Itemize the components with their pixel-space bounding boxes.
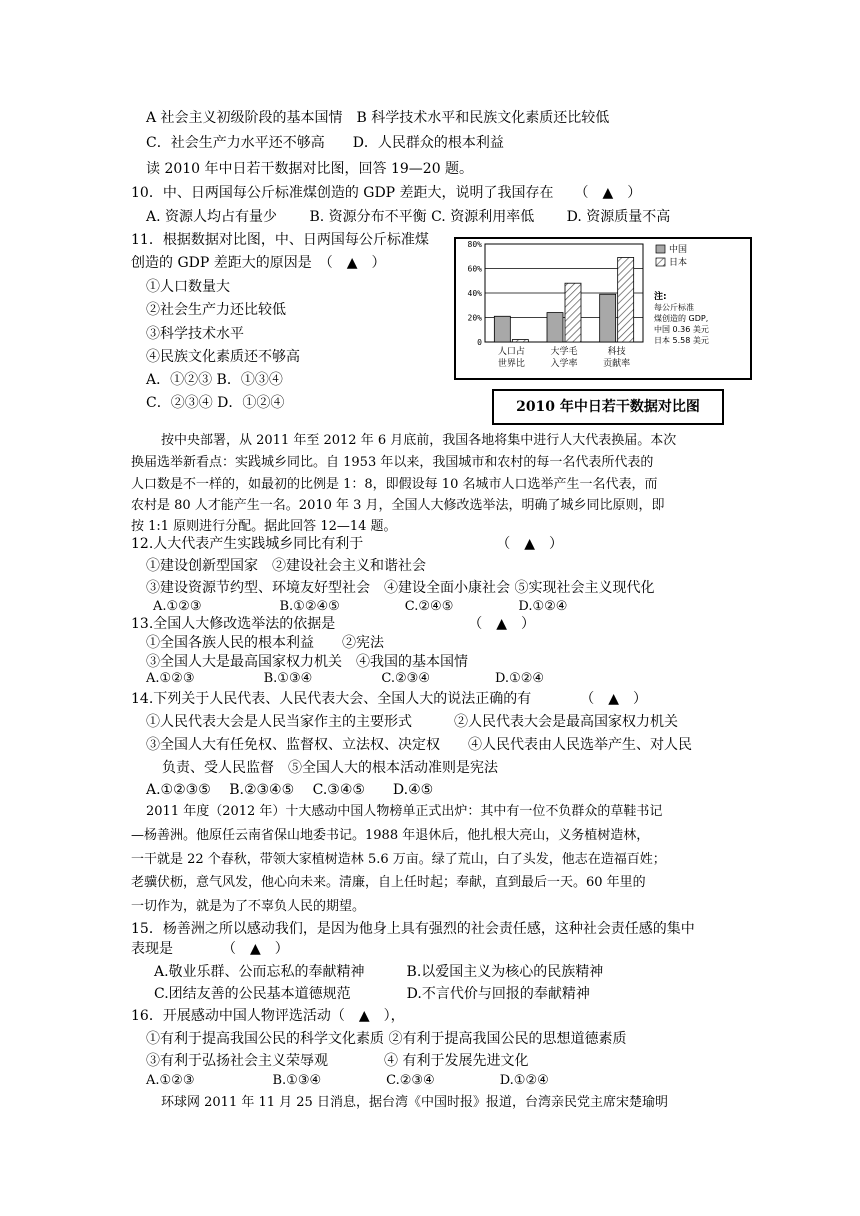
question-14-items-a: ①人民代表大会是人民当家作主的主要形式 ②人民代表大会是最高国家权力机关 xyxy=(146,714,678,730)
question-15-line2: 表现是 （ ▲ ） xyxy=(131,941,289,957)
passage-2-line5: 一切作为，就是为了不辜负人民的期望。 xyxy=(131,899,366,914)
passage-2-line4: 老骥伏枥，意气风发，他心向未来。清廉，自上任时起；奉献，直到最后一天。60 年里的 xyxy=(131,875,646,890)
question-12: 12.人大代表产生实践城乡同比有利于 （ ▲ ） xyxy=(131,536,564,552)
chart-caption: 2010 年中日若干数据对比图 xyxy=(492,389,724,425)
option-line-c-d: C．社会生产力水平还不够高 D．人民群众的根本利益 xyxy=(146,135,504,151)
chart-frame xyxy=(454,237,752,380)
question-16-items-b: ③有利于弘扬社会主义荣辱观 ④ 有利于发展先进文化 xyxy=(146,1053,529,1069)
legend-label: 日本 xyxy=(669,258,688,268)
question-11-item4: ④民族文化素质还不够高 xyxy=(146,349,300,365)
passage-3-line1: 环球网 2011 年 11 月 25 日消息，据台湾《中国时报》报道，台湾亲民党主席宋楚瑜明 xyxy=(161,1095,668,1110)
question-11-item2: ②社会生产力还比较低 xyxy=(146,302,286,318)
question-11-line2: 创造的 GDP 差距大的原因是 （ ▲ ） xyxy=(131,255,386,271)
question-15-options-ab: A.敬业乐群、公而忘私的奉献精神 B.以爱国主义为核心的民族精神 xyxy=(154,964,604,980)
passage-1-line2: 换届选举新看点：实践城乡同比。自 1953 年以来，我国城市和农村的每一名代表所代表的 xyxy=(131,455,654,470)
bar-china xyxy=(600,294,616,342)
passage-1-line4: 农村是 80 人才能产生一名。2010 年 3 月，全国人大修改选举法，明确了城乡同比原则，即 xyxy=(131,498,665,513)
y-tick-label: 0 xyxy=(477,338,482,347)
question-14-items-c: 负责、受人民监督 ⑤全国人大的根本活动准则是宪法 xyxy=(162,760,498,776)
option-line-a-b: A 社会主义初级阶段的基本国情 B 科学技术水平和民族文化素质还比较低 xyxy=(146,110,610,126)
passage-2-line3: 一干就是 22 个春秋，带领大家植树造林 5.6 万亩。绿了荒山，白了头发，他志在造福百姓； xyxy=(131,852,666,867)
bar-japan xyxy=(565,283,581,342)
x-tick-label: 世界比 xyxy=(497,359,525,369)
question-14: 14.下列关于人民代表、人民代表大会、全国人大的说法正确的有 （ ▲ ） xyxy=(131,691,648,707)
passage-1-line5: 按 1:1 原则进行分配。据此回答 12—14 题。 xyxy=(131,519,397,534)
chart-note-line: 煤创造的 GDP, xyxy=(654,314,709,323)
y-tick-label: 40% xyxy=(467,289,482,298)
y-tick-label: 60% xyxy=(467,264,482,274)
question-10: 10．中、日两国每公斤标准煤创造的 GDP 差距大，说明了我国存在 （ ▲ ） xyxy=(131,185,642,201)
x-tick-label: 入学率 xyxy=(550,359,578,369)
question-16-options: A.①②③ B.①③④ C.②③④ D.①②④ xyxy=(146,1073,549,1088)
question-13-items-b: ③全国人大是最高国家权力机关 ④我国的基本国情 xyxy=(146,654,468,670)
passage-1-line3: 人口数是不一样的，如最初的比例是 1：8，即假设每 10 名城市人口选举产生一名代表，而 xyxy=(131,477,658,492)
passage-2-line2: —杨善洲。他原任云南省保山地委书记。1988 年退休后，他扎根大亮山，义务植树造林， xyxy=(131,828,650,843)
passage-1-line1: 按中央部署，从 2011 年至 2012 年 6 月底前，我国各地将集中进行人大代表换届。本次 xyxy=(161,433,677,448)
chart-note-line: 中国 0.36 美元 xyxy=(654,325,709,334)
question-12-items-b: ③建设资源节约型、环境友好型社会 ④建设全面小康社会 ⑤实现社会主义现代化 xyxy=(146,580,655,596)
question-13-options: A.①②③ B.①③④ C.②③④ D.①②④ xyxy=(146,671,545,686)
passage-2-line1: 2011 年度（2012 年）十大感动中国人物榜单正式出炉：其中有一位不负群众的草鞋书记 xyxy=(146,804,663,819)
question-16-items-a: ①有利于提高我国公民的科学文化素质 ②有利于提高我国公民的思想道德素质 xyxy=(146,1031,627,1047)
question-11-line1: 11．根据数据对比图，中、日两国每公斤标准煤 xyxy=(131,232,429,248)
question-12-items-a: ①建设创新型国家 ②建设社会主义和谐社会 xyxy=(146,558,426,574)
question-15-options-cd: C.团结友善的公民基本道德规范 D.不言代价与回报的奉献精神 xyxy=(154,986,590,1002)
bar-japan xyxy=(618,257,634,342)
question-11-options-ab: A．①②③ B．①③④ xyxy=(146,372,283,388)
question-16: 16．开展感动中国人物评选活动（ ▲ ）， xyxy=(131,1008,405,1024)
question-14-items-b: ③全国人大有任免权、监督权、立法权、决定权 ④人民代表由人民选举产生、对人民 xyxy=(146,737,692,753)
chart-note-line: 每公斤标准 xyxy=(654,303,694,312)
question-13: 13.全国人大修改选举法的依据是 （ ▲ ） xyxy=(131,616,536,632)
x-tick-label: 大学毛 xyxy=(550,347,578,357)
y-tick-label: 80% xyxy=(467,240,482,249)
question-10-options: A. 资源人均占有量少 B. 资源分布不平衡 C. 资源利用率低 D. 资源质量不高 xyxy=(146,209,671,225)
x-tick-label: 人口占 xyxy=(497,347,525,357)
bar-china xyxy=(494,316,510,342)
question-14-options: A.①②③⑤ B.②③④⑤ C.③④⑤ D.④⑤ xyxy=(146,782,434,798)
question-15-line1: 15．杨善洲之所以感动我们，是因为他身上具有强烈的社会责任感，这种社会责任感的集中 xyxy=(131,921,695,937)
chart-note-line: 注: xyxy=(654,292,667,302)
x-tick-label: 科技 xyxy=(607,347,626,357)
chart-instruction: 读 2010 年中日若干数据对比图，回答 19—20 题。 xyxy=(146,161,474,177)
question-12-options: A.①②③ B.①②④⑤ C.②④⑤ D.①②④ xyxy=(153,599,568,614)
legend-label: 中国 xyxy=(669,245,688,255)
question-11-item3: ③科学技术水平 xyxy=(146,326,244,342)
question-11-options-cd: C．②③④ D．①②④ xyxy=(146,395,285,411)
x-tick-label: 贡献率 xyxy=(603,359,631,369)
y-tick-label: 20% xyxy=(467,313,482,323)
bar-china xyxy=(547,313,563,342)
question-13-items-a: ①全国各族人民的根本利益 ②宪法 xyxy=(146,635,384,651)
question-11-item1: ①人口数量大 xyxy=(146,279,230,295)
legend-swatch xyxy=(656,258,665,266)
bar-japan xyxy=(512,340,528,342)
comparison-chart xyxy=(456,239,750,378)
chart-note-line: 日本 5.58 美元 xyxy=(654,336,709,345)
legend-swatch xyxy=(656,245,665,253)
